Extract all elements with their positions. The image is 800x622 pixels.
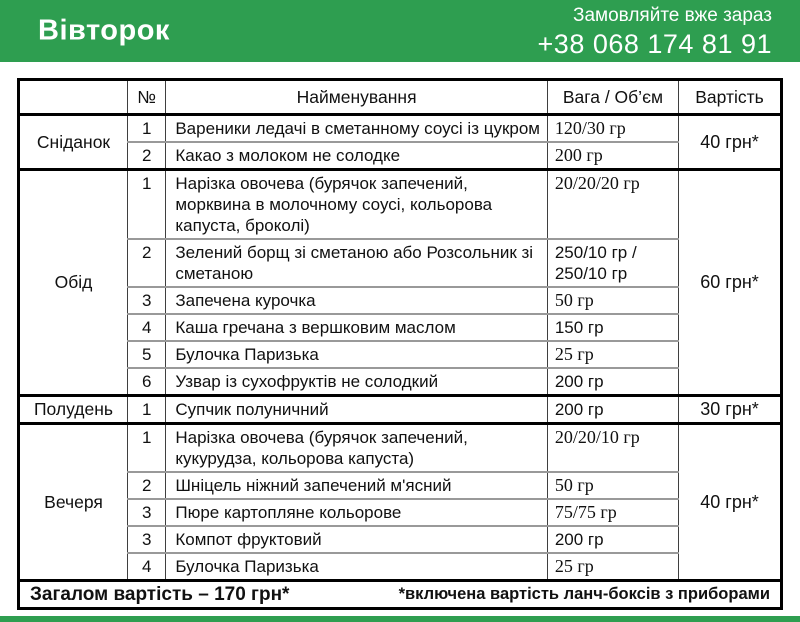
menu-row (19, 239, 782, 287)
item-name-cell: Запечена курочка (166, 287, 548, 314)
meal-name-cell: Обід (19, 170, 128, 396)
menu-table-footer (19, 581, 782, 609)
item-number-cell: 1 (128, 115, 166, 143)
item-number-cell: 5 (128, 341, 166, 368)
item-weight-cell: 25 гр (547, 341, 678, 368)
menu-row (19, 341, 782, 368)
menu-table-wrap (17, 78, 783, 610)
item-weight-cell: 75/75 гр (547, 499, 678, 526)
item-weight-cell: 200 гр (547, 368, 678, 396)
header-price: Вартість (679, 80, 782, 115)
item-number-cell: 1 (128, 396, 166, 424)
lunchbox-note-text: *включена вартість ланч-боксів з приборами (398, 585, 770, 603)
menu-row (19, 368, 782, 396)
meal-name-cell: Сніданок (19, 115, 128, 170)
header-weight: Вага / Об’єм (547, 80, 678, 115)
item-number-cell: 1 (128, 170, 166, 240)
menu-row (19, 553, 782, 581)
day-title: Вівторок (38, 14, 170, 47)
header-meal-blank (19, 80, 128, 115)
item-name-cell: Зелений борщ зі сметаною або Розсольник зі сметаною (166, 239, 548, 287)
item-weight-cell: 20/20/10 гр (547, 424, 678, 473)
menu-row (19, 115, 782, 143)
item-name-cell: Булочка Паризька (166, 553, 548, 581)
section-price-cell: 30 грн* (679, 396, 782, 424)
menu-row (19, 526, 782, 553)
menu-row (19, 424, 782, 473)
bottom-green-strip (0, 616, 800, 622)
order-block (538, 4, 772, 62)
section-price-cell: 40 грн* (679, 115, 782, 170)
section-price-cell: 60 грн* (679, 170, 782, 396)
menu-row (19, 472, 782, 499)
menu-row (19, 396, 782, 424)
item-weight-cell: 200 гр (547, 526, 678, 553)
item-weight-cell: 50 гр (547, 287, 678, 314)
section-price-cell: 40 грн* (679, 424, 782, 581)
meal-name-cell: Полудень (19, 396, 128, 424)
item-name-cell: Супчик полуничний (166, 396, 548, 424)
item-name-cell: Компот фруктовий (166, 526, 548, 553)
item-name-cell: Нарізка овочева (бурячок запечений, морквина в молочному соусі, кольорова капуста, броколі) (166, 170, 548, 240)
phone-number: +38 068 174 81 91 (537, 28, 772, 59)
menu-table (17, 78, 783, 610)
menu-row (19, 170, 782, 240)
item-name-cell: Нарізка овочева (бурячок запечений, кукурудза, кольорова капуста) (166, 424, 548, 473)
item-weight-cell: 200 гр (547, 142, 678, 170)
item-number-cell: 4 (128, 314, 166, 341)
item-weight-cell: 25 гр (547, 553, 678, 581)
item-name-cell: Шніцель ніжний запечений м'ясний (166, 472, 548, 499)
header-number: № (128, 80, 166, 115)
item-name-cell: Узвар із сухофруктів не солодкий (166, 368, 548, 396)
item-number-cell: 2 (128, 239, 166, 287)
menu-row (19, 142, 782, 170)
item-number-cell: 3 (128, 499, 166, 526)
item-weight-cell: 150 гр (547, 314, 678, 341)
item-weight-cell: 50 гр (547, 472, 678, 499)
menu-row (19, 287, 782, 314)
item-weight-cell: 200 гр (547, 396, 678, 424)
top-green-bar (0, 0, 800, 62)
item-number-cell: 4 (128, 553, 166, 581)
item-weight-cell: 20/20/20 гр (547, 170, 678, 240)
item-name-cell: Пюре картопляне кольорове (166, 499, 548, 526)
meal-name-cell: Вечеря (19, 424, 128, 581)
total-price-text: Загалом вартість – 170 грн* (30, 584, 290, 605)
menu-row (19, 499, 782, 526)
item-weight-cell: 120/30 гр (547, 115, 678, 143)
menu-table-header (19, 80, 782, 115)
item-name-cell: Вареники ледачі в сметанному соусі із цукром (166, 115, 548, 143)
item-number-cell: 6 (128, 368, 166, 396)
item-number-cell: 3 (128, 526, 166, 553)
item-number-cell: 3 (128, 287, 166, 314)
item-weight-cell: 250/10 гр / 250/10 гр (547, 239, 678, 287)
menu-row (19, 314, 782, 341)
item-number-cell: 2 (128, 472, 166, 499)
header-name: Найменування (166, 80, 548, 115)
order-call-to-action: Замовляйте вже зараз (573, 5, 772, 26)
item-name-cell: Булочка Паризька (166, 341, 548, 368)
menu-table-body (19, 115, 782, 581)
item-number-cell: 2 (128, 142, 166, 170)
item-name-cell: Каша гречана з вершковим маслом (166, 314, 548, 341)
item-name-cell: Какао з молоком не солодке (166, 142, 548, 170)
item-number-cell: 1 (128, 424, 166, 473)
